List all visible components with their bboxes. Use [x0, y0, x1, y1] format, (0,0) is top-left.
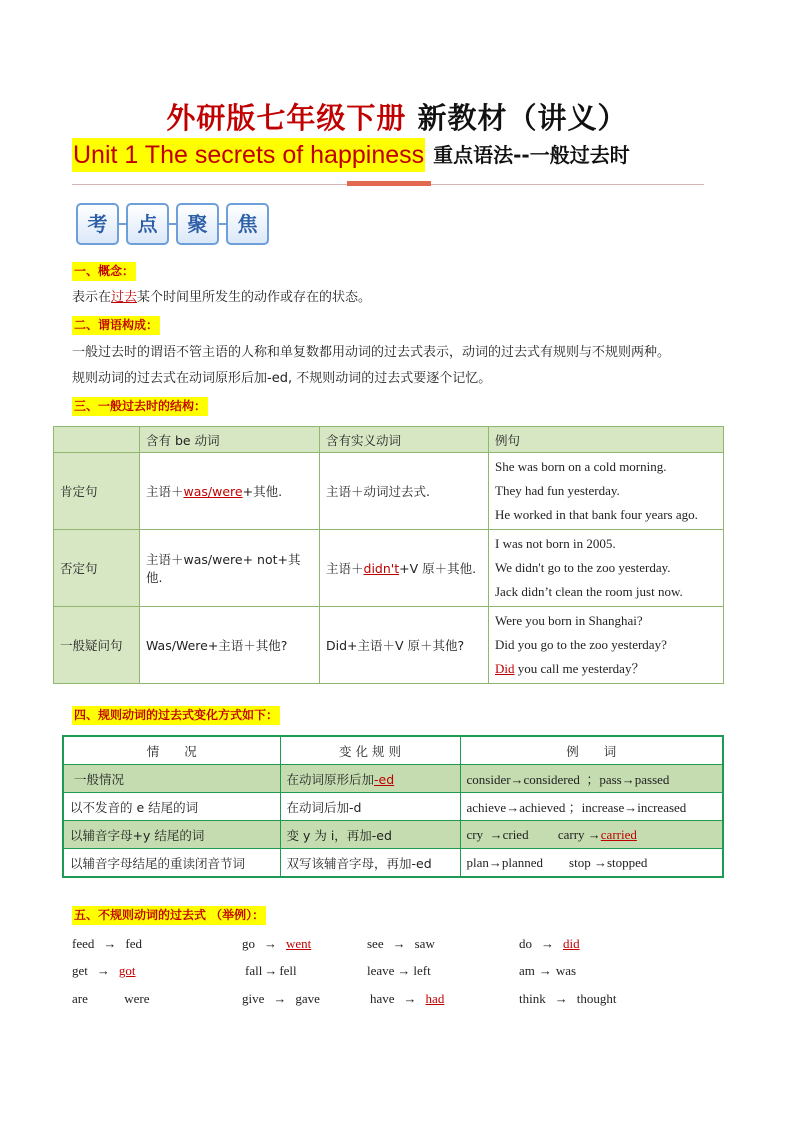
- verb-base: give: [242, 991, 265, 1006]
- verb-base: fall: [245, 963, 263, 978]
- row-label: 一般疑问句: [54, 607, 140, 684]
- verb-past: did: [563, 936, 580, 951]
- cell-text: They had fun yesterday.: [495, 483, 620, 498]
- irregular-verb-pair: [72, 936, 142, 952]
- cell-text: 在动词后加-d: [286, 799, 362, 815]
- text-segment: 表示在: [72, 290, 112, 305]
- irregular-verb-pair: [367, 936, 435, 952]
- table-header-cell: 例句: [489, 427, 724, 453]
- verb-past: fed: [125, 936, 142, 951]
- irregular-verb-pair: [242, 991, 320, 1007]
- be-cell: [140, 530, 320, 607]
- cell-red-text: Did: [495, 661, 515, 676]
- table-row: [63, 849, 723, 878]
- irregular-verb-pair: [370, 991, 444, 1007]
- badge-ju: 聚: [176, 203, 219, 245]
- cell-text: achieve→achieved ；increase→increased: [466, 800, 687, 815]
- verb-base: feed: [72, 936, 95, 951]
- rule-cell: [280, 849, 460, 878]
- example-cell: [460, 821, 723, 849]
- irregular-verb-pair: [519, 936, 580, 952]
- section-2-line-2: 规则动词的过去式在动词原形后加-ed, 不规则动词的过去式要逐个记忆。: [72, 371, 492, 386]
- cell-text: consider→considered ；pass→passed: [466, 772, 670, 787]
- verb-past: got: [118, 963, 136, 978]
- example-cell: [489, 530, 724, 607]
- cell-text: Did you go to the zoo yesterday?: [495, 637, 667, 652]
- verb-base: have: [370, 991, 395, 1006]
- row-label: 否定句: [54, 530, 140, 607]
- table-header-cell: [54, 427, 140, 453]
- arrow-icon: →: [96, 963, 110, 978]
- cell-text: 主语＋was/were+ not+其他.: [146, 552, 301, 585]
- cell-text: Were you born in Shanghai?: [495, 613, 643, 628]
- table-header-cell: 含有 be 动词: [140, 427, 320, 453]
- table-row: [54, 607, 724, 684]
- cell-text: +其他.: [242, 484, 283, 499]
- badge-jiao: 焦: [226, 203, 269, 245]
- verb-past: was: [555, 963, 577, 978]
- verb-past: went: [286, 936, 312, 951]
- case-cell: 以辅音字母+y 结尾的词: [63, 821, 280, 849]
- subtitle-highlight: Unit 1 The secrets of happiness: [72, 138, 425, 172]
- table-header-cell: 例 词: [460, 736, 723, 765]
- arrow-icon: →: [264, 963, 278, 978]
- cell-red-text: didn't: [363, 561, 400, 576]
- cell-text: We didn't go to the zoo yesterday.: [495, 560, 671, 575]
- subtitle: [72, 138, 630, 172]
- irregular-verb-pair: [242, 936, 311, 952]
- arrow-icon: →: [392, 936, 406, 951]
- example-cell: [460, 765, 723, 793]
- example-sentence: [495, 657, 717, 681]
- arrow-icon: →: [103, 936, 117, 951]
- badge-kao: 考: [76, 203, 119, 245]
- example-sentence: [495, 503, 717, 527]
- irregular-verb-pair: [245, 963, 297, 979]
- rule-cell: [280, 765, 460, 793]
- rule-cell: [280, 821, 460, 849]
- case-cell: 以辅音字母结尾的重读闭音节词: [63, 849, 280, 878]
- arrow-icon: →: [554, 991, 568, 1006]
- arrow-spacer: [104, 991, 108, 1006]
- title-red: 外研版七年级下册: [166, 101, 407, 135]
- example-cell: [460, 849, 723, 878]
- verb-base: leave: [367, 963, 395, 978]
- verb-base: get: [72, 963, 88, 978]
- cell-text: I was not born in 2005.: [495, 536, 616, 551]
- title-divider-accent: [347, 181, 431, 186]
- table-row: [54, 530, 724, 607]
- example-sentence: [495, 609, 717, 633]
- be-cell: [140, 607, 320, 684]
- section-1-heading: 一、概念：: [72, 262, 136, 281]
- table-header-cell: 变 化 规 则: [280, 736, 460, 765]
- verb-past: fell: [279, 963, 297, 978]
- example-sentence: [495, 580, 717, 604]
- example-sentence: [495, 633, 717, 657]
- arrow-icon: →: [541, 936, 554, 951]
- cell-text: 主语＋: [326, 561, 364, 576]
- irregular-verb-pair: [72, 991, 149, 1007]
- example-sentence: [495, 479, 717, 503]
- irregular-verb-pair: [72, 963, 136, 979]
- example-cell: [460, 793, 723, 821]
- irregular-verb-pair: [519, 963, 576, 979]
- verb-cell: [320, 607, 489, 684]
- irregular-verb-pair: [367, 963, 431, 979]
- text-highlight: 过去: [111, 290, 138, 305]
- verb-past: thought: [576, 991, 617, 1006]
- cell-text: 在动词原形后加: [286, 771, 375, 787]
- cell-text: +V 原＋其他.: [399, 561, 477, 576]
- cell-text: He worked in that bank four years ago.: [495, 507, 698, 522]
- example-sentence: [495, 556, 717, 580]
- text-segment: 某个时间里所发生的动作或存在的状态。: [137, 290, 372, 305]
- table-row: [63, 821, 723, 849]
- table-row: [63, 765, 723, 793]
- section-3-heading: 三、一般过去时的结构：: [72, 397, 208, 416]
- title-black: 新教材（讲义）: [417, 101, 628, 135]
- arrow-icon: →: [538, 963, 552, 978]
- example-sentence: [495, 455, 717, 479]
- table-header-cell: 含有实义动词: [320, 427, 489, 453]
- verb-base: do: [519, 936, 532, 951]
- cell-text: 双写该辅音字母，再加-ed: [286, 855, 432, 871]
- cell-text: 变 y 为 i，再加-ed: [286, 827, 392, 843]
- row-label: 肯定句: [54, 453, 140, 530]
- verb-past: gave: [295, 991, 320, 1006]
- table-header-cell: 情 况: [63, 736, 280, 765]
- example-sentence: [495, 532, 717, 556]
- cell-red-text: was/were: [183, 484, 243, 499]
- table-header-row: [54, 427, 724, 453]
- cell-text: She was born on a cold morning.: [495, 459, 667, 474]
- be-cell: [140, 453, 320, 530]
- cell-text: Did+主语＋V 原＋其他?: [326, 638, 465, 653]
- section-4-heading: 四、规则动词的过去式变化方式如下：: [72, 706, 280, 725]
- verb-cell: [320, 530, 489, 607]
- subtitle-rest: 重点语法--一般过去时: [433, 143, 630, 167]
- section-1-text: [72, 289, 371, 307]
- regular-verb-table: [62, 735, 724, 878]
- table-row: [63, 793, 723, 821]
- rule-cell: [280, 793, 460, 821]
- example-cell: [489, 607, 724, 684]
- table-row: [54, 453, 724, 530]
- verb-base: am: [519, 963, 535, 978]
- verb-base: see: [367, 936, 384, 951]
- verb-base: go: [242, 936, 255, 951]
- cell-red-text: carried: [600, 826, 637, 842]
- cell-text: 主语＋: [146, 484, 184, 499]
- arrow-icon: →: [397, 963, 411, 978]
- arrow-icon: →: [264, 936, 277, 951]
- cell-text: plan→planned stop →stopped: [466, 854, 648, 870]
- arrow-icon: →: [403, 991, 417, 1006]
- verb-base: are: [72, 991, 88, 1006]
- case-cell: 以不发音的 e 结尾的词: [63, 793, 280, 821]
- example-cell: [489, 453, 724, 530]
- structure-table: [53, 426, 724, 684]
- section-2-heading: 二、谓语构成：: [72, 316, 160, 335]
- cell-red-text: -ed: [374, 771, 395, 787]
- verb-past: left: [413, 963, 431, 978]
- case-cell: 一般情况: [63, 765, 280, 793]
- irregular-verb-pair: [519, 991, 616, 1007]
- verb-cell: [320, 453, 489, 530]
- cell-text: Was/Were+主语＋其他?: [146, 638, 288, 653]
- cell-text: cry →cried carry →: [466, 826, 601, 842]
- verb-base: think: [519, 991, 546, 1006]
- verb-past: saw: [414, 936, 435, 951]
- verb-past: were: [124, 991, 150, 1006]
- arrow-icon: →: [273, 991, 287, 1006]
- cell-text: 主语＋动词过去式.: [326, 484, 430, 499]
- badge-dian: 点: [126, 203, 169, 245]
- cell-text: you call me yesterday？: [514, 661, 645, 676]
- table-header-row: [63, 736, 723, 765]
- cell-text: Jack didn’t clean the room just now.: [495, 584, 683, 599]
- page-title: [0, 96, 794, 137]
- section-2-line-1: 一般过去时的谓语不管主语的人称和单复数都用动词的过去式表示，动词的过去式有规则与不规则两种。: [72, 345, 671, 360]
- verb-past: had: [425, 991, 445, 1006]
- section-5-heading: 五、不规则动词的过去式 （举例）：: [72, 906, 266, 925]
